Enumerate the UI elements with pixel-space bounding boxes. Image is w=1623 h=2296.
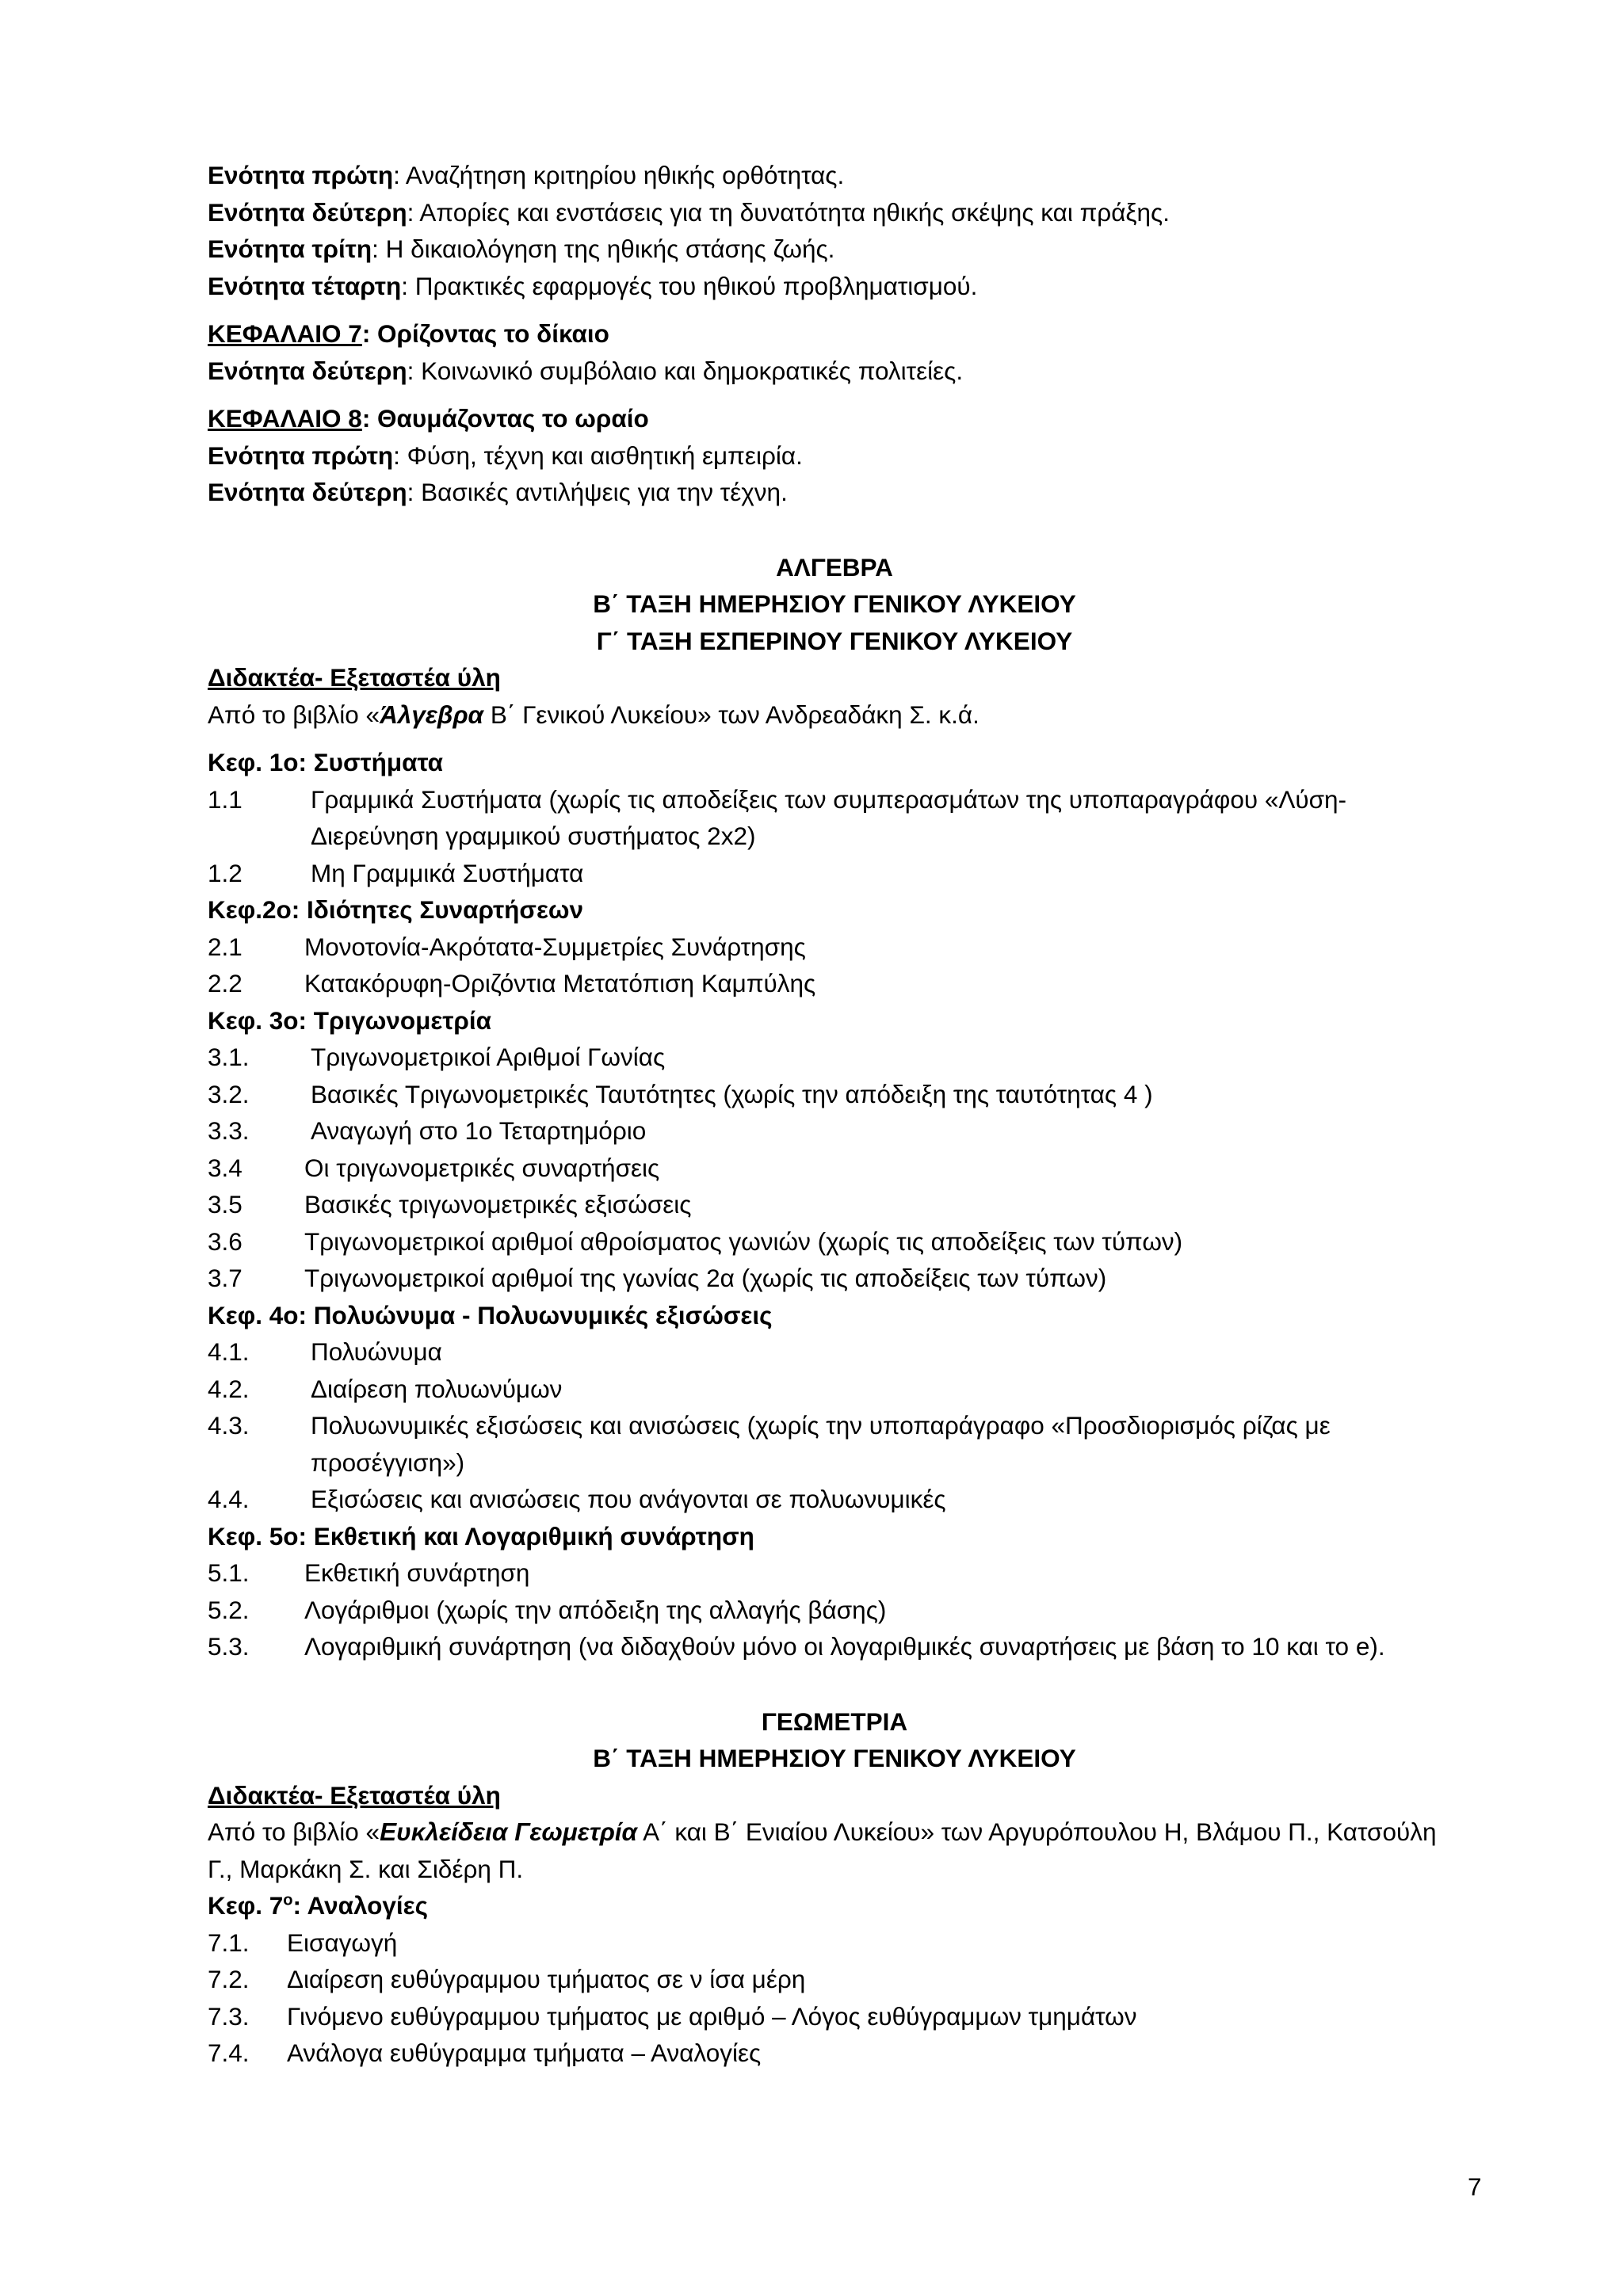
- list-item: [208, 1961, 1461, 1998]
- chapter-title: Κεφ. 1ο: Συστήματα: [208, 748, 444, 776]
- unit-line: [208, 231, 1461, 268]
- syllabus-label: Διδακτέα- Εξεταστέα ύλη: [208, 663, 501, 692]
- list-item: [208, 1112, 1461, 1150]
- item-number: 5.2.: [208, 1595, 250, 1624]
- list-item: [208, 1592, 1461, 1629]
- item-text: Εισαγωγή: [287, 1928, 398, 1957]
- item-number: 3.7: [208, 1264, 242, 1292]
- list-item: [208, 1998, 1461, 2035]
- ethics-ch6-units: [208, 157, 1461, 304]
- list-item: [208, 965, 1461, 1002]
- item-number: 7.4.: [208, 2039, 250, 2067]
- chapter-title: : Θαυμάζοντας το ωραίο: [361, 404, 649, 433]
- chapter-title: : Ορίζοντας το δίκαιο: [361, 319, 609, 348]
- unit-line: [208, 157, 1461, 194]
- book-reference: [208, 1814, 1461, 1887]
- chapter-heading: [208, 315, 1461, 353]
- chapter-label: ΚΕΦΑΛΑΙΟ 7: [208, 319, 362, 348]
- unit-text: : Βασικές αντιλήψεις για την τέχνη.: [407, 478, 788, 506]
- item-text: Εξισώσεις και ανισώσεις που ανάγονται σε πολυωνυμικές: [311, 1485, 946, 1513]
- list-item: [208, 1333, 1461, 1371]
- item-text: Τριγωνομετρικοί αριθμοί της γωνίας 2α (χωρίς τις αποδείξεις των τύπων): [304, 1264, 1107, 1292]
- item-text: Αναγωγή στο 1ο Τεταρτημόριο: [311, 1116, 647, 1145]
- item-number: 1.1: [208, 784, 242, 814]
- item-number: 5.3.: [208, 1632, 250, 1661]
- list-item: [208, 1371, 1461, 1408]
- item-number: 7.1.: [208, 1928, 250, 1957]
- item-number: 3.3.: [208, 1116, 250, 1145]
- unit-text: : Η δικαιολόγηση της ηθικής στάσης ζωής.: [372, 235, 835, 263]
- list-item: [208, 1407, 1461, 1481]
- unit-line: [208, 437, 1461, 475]
- unit-label: Ενότητα πρώτη: [208, 161, 394, 189]
- item-number: 5.1.: [208, 1558, 250, 1587]
- unit-line: [208, 194, 1461, 231]
- item-number: 4.4.: [208, 1485, 250, 1513]
- item-number: 4.1.: [208, 1337, 250, 1366]
- unit-text: : Αναζήτηση κριτηρίου ηθικής ορθότητας.: [393, 161, 845, 189]
- list-item: [208, 1628, 1461, 1665]
- item-text: Ανάλογα ευθύγραμμα τμήματα – Αναλογίες: [287, 2039, 762, 2067]
- unit-line: [208, 474, 1461, 511]
- unit-label: Ενότητα δεύτερη: [208, 478, 407, 506]
- item-text: Οι τριγωνομετρικές συναρτήσεις: [304, 1153, 660, 1182]
- book-pre: Από το βιβλίο «: [208, 700, 380, 729]
- item-text: Γραμμικά Συστήματα (χωρίς τις αποδείξεις των συμπερασμάτων της υποπαραγράφου «Λύση-Διερεύνηση γραμμικού συστήματος 2x2): [311, 784, 1347, 850]
- item-text: Γινόμενο ευθύγραμμου τμήματος με αριθμό – Λόγος ευθύγραμμων τμημάτων: [287, 2001, 1137, 2031]
- syllabus-label: Διδακτέα- Εξεταστέα ύλη: [208, 1780, 501, 1810]
- list-item: [208, 2035, 1461, 2072]
- list-item: [208, 1481, 1461, 1518]
- item-text: Διαίρεση πολυωνύμων: [311, 1374, 563, 1403]
- chapter-title: Κεφ. 4ο: Πολυώνυμα - Πολυωνυμικές εξισώσεις: [208, 1300, 773, 1329]
- book-reference: [208, 696, 1461, 734]
- list-item: [208, 1554, 1461, 1592]
- unit-label: Ενότητα δεύτερη: [208, 197, 407, 227]
- list-item: [208, 781, 1461, 855]
- unit-label: Ενότητα τέταρτη: [208, 271, 402, 300]
- section-subheading: Γ΄ ΤΑΞΗ ΕΣΠΕΡΙΝΟΥ ΓΕΝΙΚΟΥ ΛΥΚΕΙΟΥ: [596, 626, 1073, 655]
- unit-text: : Απορίες και ενστάσεις για τη δυνατότητα ηθικής σκέψης και πράξης.: [407, 197, 1170, 227]
- item-text: Βασικές Τριγωνομετρικές Ταυτότητες (χωρίς την απόδειξη της ταυτότητας 4 ): [311, 1079, 1153, 1108]
- item-number: 3.6: [208, 1226, 242, 1256]
- list-item: [208, 1039, 1461, 1076]
- unit-line: [208, 353, 1461, 390]
- chapter-title: Κεφ. 5ο: Εκθετική και Λογαριθμική συνάρτηση: [208, 1521, 754, 1550]
- chapter-title-pre: Κεφ. 7: [208, 1891, 284, 1920]
- section-heading: ΓΕΩΜΕΤΡΙΑ: [761, 1707, 908, 1736]
- section-heading: ΑΛΓΕΒΡΑ: [776, 552, 893, 582]
- list-item: [208, 929, 1461, 966]
- item-text: Μονοτονία-Ακρότατα-Συμμετρίες Συνάρτησης: [304, 932, 806, 961]
- item-text: Διαίρεση ευθύγραμμου τμήματος σε ν ίσα μέρη: [287, 1965, 806, 1993]
- item-text: Εκθετική συνάρτηση: [304, 1558, 530, 1587]
- unit-label: Ενότητα δεύτερη: [208, 356, 407, 385]
- unit-label: Ενότητα πρώτη: [208, 441, 394, 470]
- item-number: 4.3.: [208, 1411, 250, 1440]
- book-post: Β΄ Γενικού Λυκείου» των Ανδρεαδάκη Σ. κ.ά.: [483, 700, 980, 729]
- item-number: 3.5: [208, 1190, 242, 1219]
- item-text: Κατακόρυφη-Οριζόντια Μετατόπιση Καμπύλης: [304, 969, 816, 997]
- unit-text: : Πρακτικές εφαρμογές του ηθικού προβληματισμού.: [401, 271, 978, 300]
- item-number: 2.2: [208, 969, 242, 997]
- book-title: Ευκλείδεια Γεωμετρία: [380, 1817, 638, 1846]
- section-subheading: Β΄ ΤΑΞΗ ΗΜΕΡΗΣΙΟΥ ΓΕΝΙΚΟΥ ΛΥΚΕΙΟΥ: [593, 589, 1076, 618]
- list-item: [208, 1223, 1461, 1261]
- item-text: Μη Γραμμικά Συστήματα: [311, 858, 584, 887]
- item-text: Λογάριθμοι (χωρίς την απόδειξη της αλλαγής βάσης): [304, 1595, 887, 1624]
- item-text: Πολυώνυμα: [311, 1337, 442, 1366]
- item-number: 3.2.: [208, 1079, 250, 1108]
- page-number: 7: [1468, 2172, 1482, 2201]
- item-number: 1.2: [208, 858, 242, 887]
- item-number: 4.2.: [208, 1374, 250, 1403]
- page-content: [208, 157, 1461, 2072]
- list-item: [208, 1924, 1461, 1962]
- item-number: 3.1.: [208, 1043, 250, 1071]
- unit-text: : Φύση, τέχνη και αισθητική εμπειρία.: [393, 441, 803, 470]
- item-number: 7.3.: [208, 2001, 250, 2031]
- list-item: [208, 1150, 1461, 1187]
- item-text: Πολυωνυμικές εξισώσεις και ανισώσεις (χωρίς την υποπαράγραφο «Προσδιορισμός ρίζας με προσέγγιση»): [311, 1411, 1331, 1477]
- book-pre: Από το βιβλίο «: [208, 1817, 380, 1846]
- item-text: Τριγωνομετρικοί Αριθμοί Γωνίας: [311, 1043, 666, 1071]
- chapter-title: [208, 1887, 1461, 1924]
- unit-text: : Κοινωνικό συμβόλαιο και δημοκρατικές πολιτείες.: [407, 356, 964, 385]
- item-number: 3.4: [208, 1153, 242, 1182]
- item-text: Βασικές τριγωνομετρικές εξισώσεις: [304, 1190, 692, 1219]
- item-number: 2.1: [208, 932, 242, 961]
- book-post: Α΄ και Β΄ Ενιαίου Λυκείου» των Αργυρόπουλου Η, Βλάμου Π., Κατσούλη Γ., Μαρκάκη Σ. και Σιδέρη Π.: [208, 1817, 1437, 1883]
- item-text: Λογαριθμική συνάρτηση (να διδαχθούν μόνο οι λογαριθμικές συναρτήσεις με βάση το 10 και το e).: [304, 1632, 1385, 1661]
- unit-line: [208, 268, 1461, 305]
- chapter-label: ΚΕΦΑΛΑΙΟ 8: [208, 404, 362, 433]
- chapter-title: Κεφ. 3ο: Τριγωνομετρία: [208, 1005, 491, 1035]
- section-subheading: Β΄ ΤΑΞΗ ΗΜΕΡΗΣΙΟΥ ΓΕΝΙΚΟΥ ΛΥΚΕΙΟΥ: [593, 1744, 1076, 1772]
- list-item: [208, 1186, 1461, 1223]
- chapter-title-sup: ο: [283, 1891, 293, 1909]
- list-item: [208, 855, 1461, 892]
- chapter-title: Κεφ.2ο: Ιδιότητες Συναρτήσεων: [208, 895, 584, 924]
- chapter-heading: [208, 400, 1461, 437]
- item-number: 7.2.: [208, 1965, 250, 1993]
- item-text: Τριγωνομετρικοί αριθμοί αθροίσματος γωνιών (χωρίς τις αποδείξεις των τύπων): [304, 1226, 1183, 1256]
- list-item: [208, 1260, 1461, 1297]
- list-item: [208, 1076, 1461, 1113]
- book-title: Άλγεβρα: [380, 700, 484, 729]
- unit-label: Ενότητα τρίτη: [208, 235, 372, 263]
- chapter-title-post: : Αναλογίες: [292, 1891, 428, 1920]
